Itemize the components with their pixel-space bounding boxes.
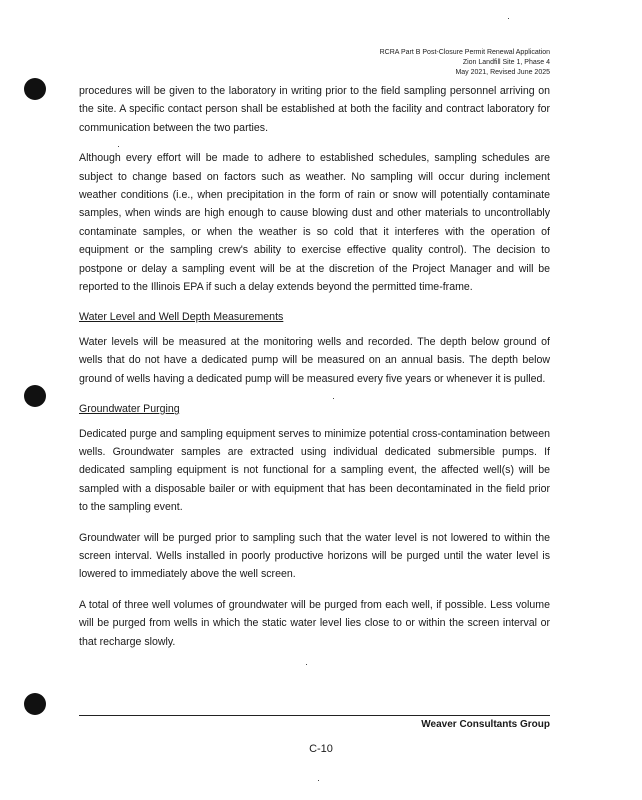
- document-header: [380, 48, 550, 78]
- scan-speck: [318, 780, 319, 781]
- page-body: [79, 82, 550, 663]
- footer-company: Weaver Consultants Group: [421, 719, 550, 730]
- paragraph-purge-level: Groundwater will be purged prior to sampling such that the water level is not lowered to within the screen interval. Wells installed in poorly productive horizons will be purged until the water level is lowered to immediately above the well screen.: [79, 531, 550, 581]
- header-date: May 2021, Revised June 2025: [455, 69, 550, 76]
- paragraph-water-level: Water levels will be measured at the monitoring wells and recorded. The depth below ground of wells that do not have a dedicated pump will be measured on an annual basis. The depth below ground of wells having a dedicated pump will be measured every five years or whenever it is pulled.: [79, 335, 550, 385]
- paragraph-lab-procedures: procedures will be given to the laboratory in writing prior to the field sampling personnel arriving on the site. A specific contact person shall be established at both the facility and contract laboratory for communication between the two parties.: [79, 85, 550, 134]
- paragraph-dedicated-equipment: Dedicated purge and sampling equipment serves to minimize potential cross-contamination between wells. Groundwater samples are extracted using individual dedicated submersible pumps. If dedicated sampling equipment is not functional for a sampling event, the affected well(s) will be sampled with a disposable bailer or with equipment that has been decontaminated in the field prior to the sampling event.: [79, 427, 550, 514]
- punch-hole-top: [24, 78, 46, 100]
- scan-speck: [306, 664, 307, 665]
- page-number: C-10: [309, 743, 333, 755]
- heading-water-level: Water Level and Well Depth Measurements: [79, 311, 284, 324]
- heading-groundwater-purging: Groundwater Purging: [79, 403, 180, 416]
- header-site: Zion Landfill Site 1, Phase 4: [462, 59, 550, 66]
- punch-hole-middle: [24, 385, 46, 407]
- scan-speck: [508, 18, 509, 19]
- punch-hole-bottom: [24, 693, 46, 715]
- paragraph-schedule-weather: Although every effort will be made to adhere to established schedules, sampling schedules are subject to change based on factors such as weather. No sampling will occur during inclement weather conditions (i.e., when precipitation in the form of rain or snow will potentially contaminate samples, when winds are high enough to cause blowing dust and other materials to uncontrollably contaminate samples, or when the weather is so cold that it interferes with the operation of equipment or the sampling crew's ability to exercise effective quality control). The decision to postpone or delay a sampling event will be at the discretion of the Project Manager and will be reported to the Illinois EPA if such a delay extends beyond the permitted time-frame.: [79, 152, 550, 294]
- paragraph-well-volumes: A total of three well volumes of groundwater will be purged from each well, if possible. Less volume will be purged from wells in which the static water level lies close to or within the screen interval or that recharge slowly.: [79, 598, 550, 648]
- header-title: RCRA Part B Post-Closure Permit Renewal Application: [379, 49, 550, 56]
- footer-divider: [79, 715, 550, 716]
